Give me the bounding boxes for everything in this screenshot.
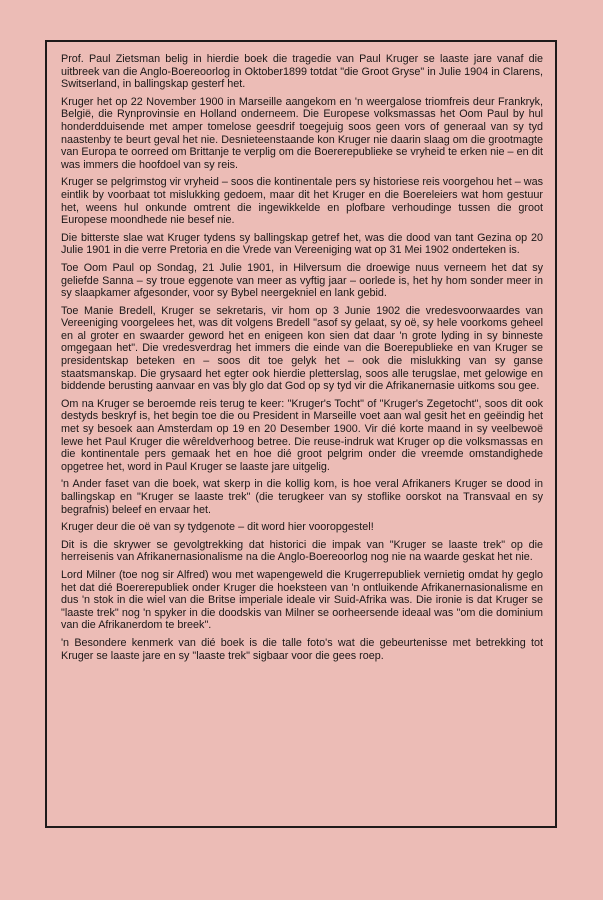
paragraph-contemporaries: Kruger deur die oë van sy tydgenote – dit word hier vooropgestel! [61, 521, 374, 534]
paragraph-photos: 'n Besondere kenmerk van dié boek is die talle foto's wat die gebeurtenisse met betrekking tot Kruger se laaste jare en sy "laaste trek" sigbaar voor die gees roep. [61, 636, 543, 662]
paragraph-zegetocht: Om na Kruger se beroemde reis terug te keer: "Kruger's Tocht" of "Kruger's Zegetocht", soos dit ook destyds beskryf is, het begin toe die ou President in Marseille voet aan wal gesit het en geëindig het met sy besoek aan Amsterdam op 19 en 20 Desember 1900. Vir dié korte maand in sy veelbewoë lewe het Paul Kruger die wêreldverhoog betree. Die reuse-indruk wat Kruger op die volksmassas en die kontinentale pers gemaak het en hoe dié groot pelgrim onder die vreemde omstandighede opgetree het, word in Paul Kruger se laaste jare uitgelig. [61, 397, 543, 473]
paragraph-milner: Lord Milner (toe nog sir Alfred) wou met wapengeweld die Krugerrepubliek vernietig omdat hy geglo het dat dié Boererepubliek onder Kruger die hoeksteen van 'n ontluikende Afrikanernasionalisme en dus 'n stok in die wiel van die Britse imperiale ideale vir Suid-Afrika was. Die ironie is dat Kruger se "laaste trek" nog 'n spyker in die doodskis van Milner se oorheersende ideaal was "om die dominium van die Afrikanerdom te breek". [61, 568, 543, 632]
paragraph-bitter-blows: Die bitterste slae wat Kruger tydens sy ballingskap getref het, was die dood van tant Gezina op 20 Julie 1901 in die verre Pretoria en die Vrede van Vereeniging wat op 31 Mei 1902 onderteken is. [61, 231, 543, 257]
paragraph-pilgrimage: Kruger se pelgrimstog vir vryheid – soos die kontinentale pers sy historiese reis voorgehou het – was eintlik by voorbaat tot mislukking gedoem, maar dit het Kruger en die Boereleiers wat hom gestuur het, weens hul onkunde omtrent die ingewikkelde en plofbare verhoudinge tussen die groot Europese moondhede nie besef nie. [61, 176, 543, 227]
paragraph-bredell: Toe Manie Bredell, Kruger se sekretaris, vir hom op 3 Junie 1902 die vredesvoorwaardes van Vereeniging voorgelees het, was dit volgens Bredell "asof sy gelaat, sy oë, sy hele voorkoms geheel en al groter en swaarder geword het en enigeen kon sien dat daar 'n grote lyding in sy binneste omgegaan het". Die vredesverdrag het immers die einde van die Boerepublieke en van Kruger se presidentskap beteken en – soos dit toe gelyk het – ook die mislukking van sy ganse staatsmanskap. Die grysaard het egter ook hierdie pletterslag, soos alle terugslae, met gelowige en biddende berusting aanvaar en vas bly glo dat God op sy tyd vir die Afrikanernasie uitkoms sou gee. [61, 304, 543, 393]
text-frame [45, 40, 557, 828]
paragraph-triumph-journey: Kruger het op 22 November 1900 in Marseille aangekom en 'n weergalose triomfreis deur Frankryk, België, die Rynprovinsie en Holland onderneem. Die Europese volksmassas het Oom Paul by hul honderdduisende met amper tomelose geesdrif toegejuig soos geen vors of generaal van sy tyd naastenby te beurt geval het nie. Desnieteenstaande kon Kruger nie daarin slaag om die grootmagte van Europa te oorreed om Brittanje te verplig om die Boererepublieke se vryheid te erken nie – en dit was immers die hoofdoel van sy reis. [61, 95, 543, 171]
paragraph-another-facet: 'n Ander faset van die boek, wat skerp in die kollig kom, is hoe veral Afrikaners Kruger se dood in ballingskap en "Kruger se laaste trek" (die terugkeer van sy stoflike oorskot na Transvaal en sy begrafnis) beleef en ervaar het. [61, 478, 543, 516]
paragraph-hilversum: Toe Oom Paul op Sondag, 21 Julie 1901, in Hilversum die droewige nuus verneem het dat sy geliefde Sanna – sy troue eggenote van meer as vyftig jaar – oorlede is, het hy hom sonder meer in sy slaapkamer afgesonder, voor sy Bybel neergekniel en lank gebid. [61, 261, 543, 300]
paragraph-conclusion: Dit is die skrywer se gevolgtrekking dat historici die impak van "Kruger se laaste trek" op die herreisenis van Afrikanernasionalisme na die Anglo-Boereoorlog nog nie na waarde geskat het nie. [61, 538, 543, 564]
paragraph-intro: Prof. Paul Zietsman belig in hierdie boek die tragedie van Paul Kruger se laaste jare vanaf die uitbreek van die Anglo-Boereoorlog in Oktober1899 totdat "die Groot Gryse" in Julie 1904 in Clarens, Switserland, in ballingskap gesterf het. [61, 53, 543, 91]
